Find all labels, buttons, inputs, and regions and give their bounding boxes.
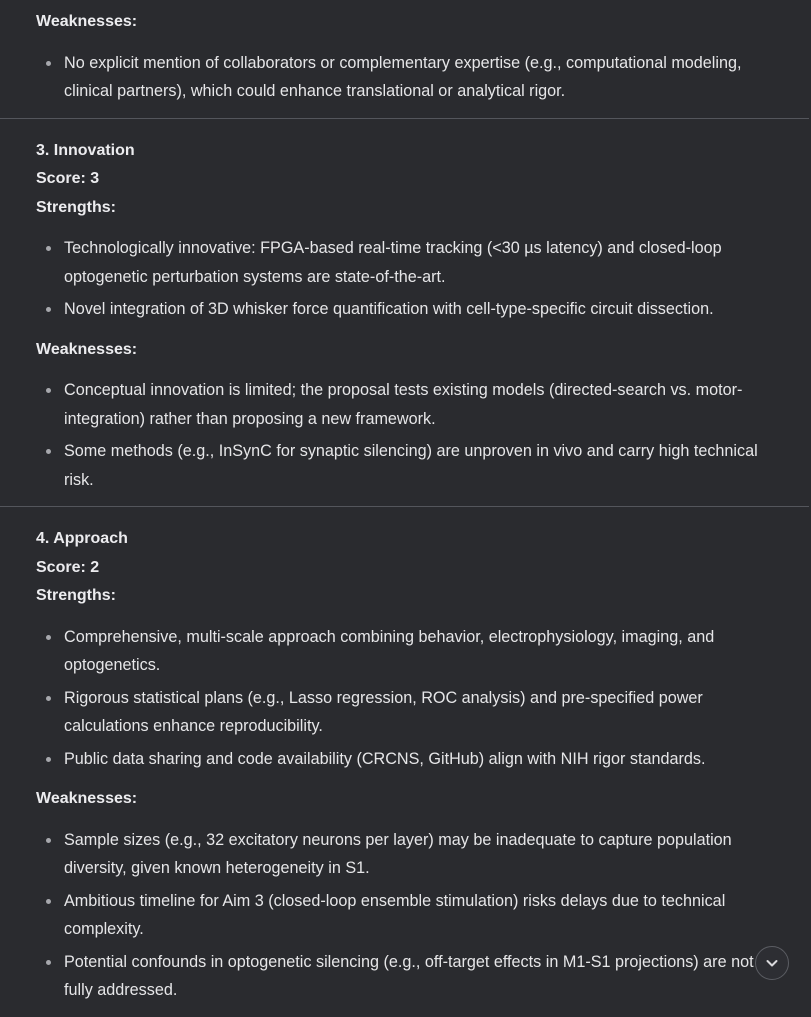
list-item: Technologically innovative: FPGA-based real-time tracking (<30 µs latency) and closed-loop optogenetic perturbation systems are state-of-the-art. (36, 234, 776, 291)
weaknesses-list (36, 49, 776, 106)
list-item: Ambitious timeline for Aim 3 (closed-loop ensemble stimulation) risks delays due to technical complexity. (36, 887, 776, 944)
score-label: Score: 2 (36, 558, 100, 576)
list-item: Novel integration of 3D whisker force quantification with cell-type-specific circuit dissection. (36, 295, 776, 324)
weaknesses-heading: Weaknesses: (36, 790, 138, 807)
list-item: Conceptual innovation is limited; the proposal tests existing models (directed-search vs. motor-integration) rather than proposing a new framework. (36, 376, 776, 433)
list-item: Rigorous statistical plans (e.g., Lasso regression, ROC analysis) and pre-specified power calculations enhance reproducibility. (36, 684, 776, 741)
section-divider (0, 506, 809, 507)
weaknesses-list (36, 826, 776, 1005)
list-item: Public data sharing and code availability (CRCNS, GitHub) align with NIH rigor standards. (36, 745, 776, 774)
list-item: Sample sizes (e.g., 32 excitatory neurons per layer) may be inadequate to capture population diversity, given known heterogeneity in S1. (36, 826, 776, 883)
chevron-down-icon (764, 955, 780, 971)
list-item: No explicit mention of collaborators or complementary expertise (e.g., computational modeling, clinical partners), which could enhance translational or analytical rigor. (36, 49, 776, 106)
weaknesses-heading: Weaknesses: (36, 340, 138, 358)
section-title: 4. Approach (36, 530, 128, 547)
strengths-list (36, 623, 776, 774)
score-label: Score: 3 (36, 170, 100, 187)
weaknesses-list (36, 376, 776, 494)
list-item: Some methods (e.g., InSynC for synaptic silencing) are unproven in vivo and carry high technical risk. (36, 437, 776, 494)
section-divider (0, 118, 809, 119)
weaknesses-heading: Weaknesses: (36, 13, 138, 30)
strengths-list (36, 234, 776, 324)
strengths-heading: Strengths: (36, 587, 116, 604)
list-item: Potential confounds in optogenetic silencing (e.g., off-target effects in M1-S1 projections) are not fully addressed. (36, 948, 776, 1005)
scroll-to-bottom-button[interactable] (755, 946, 789, 980)
chat-message-content (36, 8, 776, 1017)
list-item: Comprehensive, multi-scale approach combining behavior, electrophysiology, imaging, and optogenetics. (36, 623, 776, 680)
strengths-heading: Strengths: (36, 198, 116, 216)
section-title: 3. Innovation (36, 141, 135, 159)
